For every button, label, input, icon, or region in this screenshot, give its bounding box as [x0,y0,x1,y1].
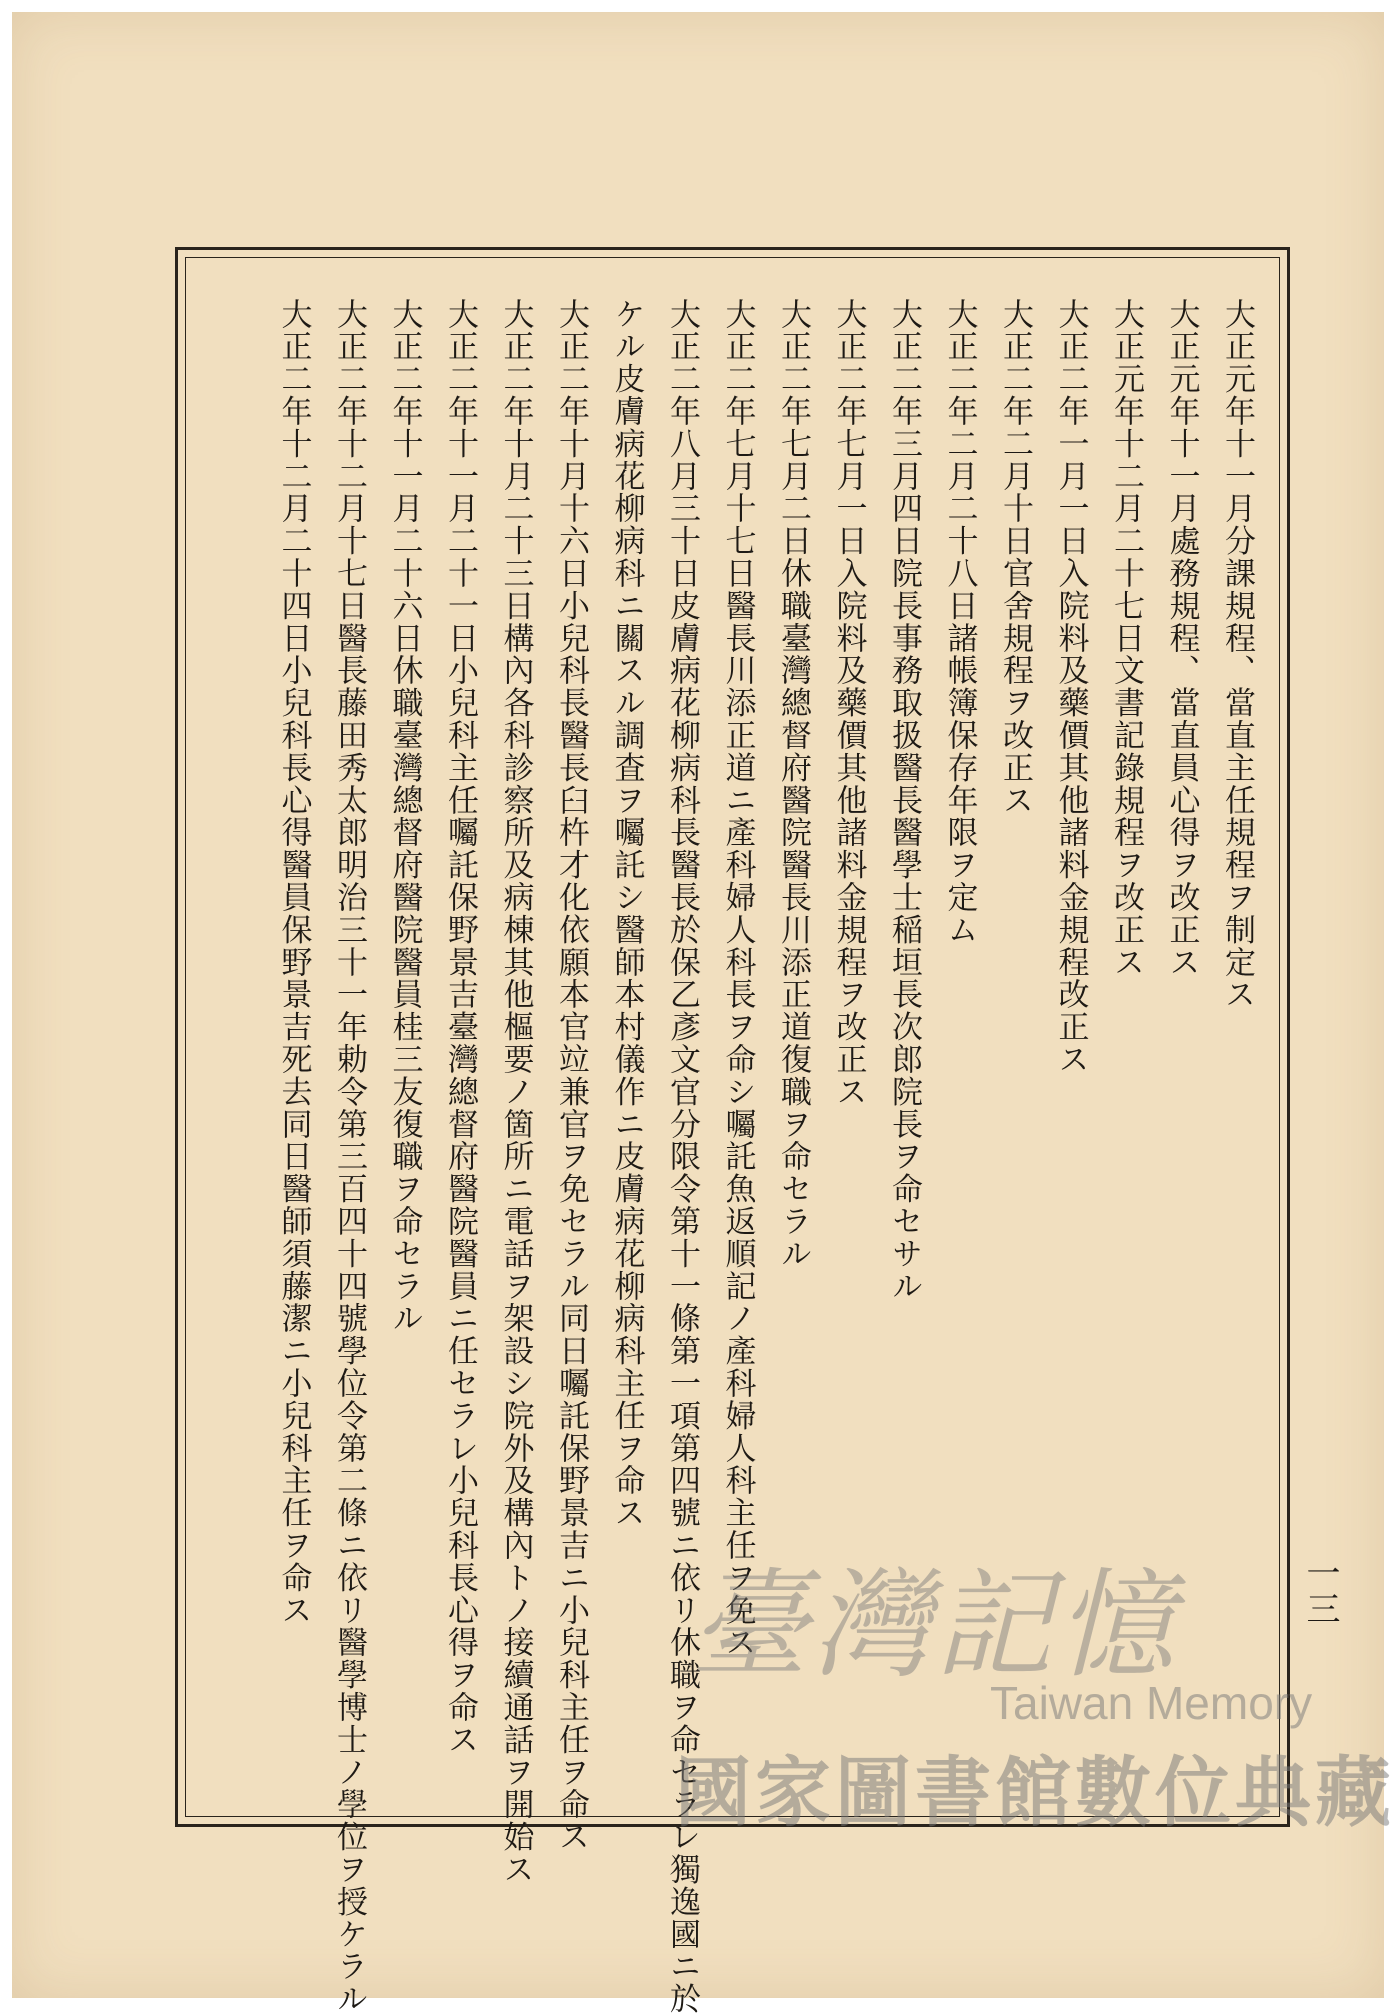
entry-column: 大正二年二月十日官舍規程ヲ改正ス [997,298,1033,817]
entry-column: 大正二年十一月二十一日小兒科主任囑託保野景吉臺灣總督府醫院醫員ニ任セラレ小兒科長心得ヲ命ス [442,298,478,1756]
entry-column: 大正二年八月三十日皮膚病花柳病科長醫長於保乙彥文官分限令第十一條第一項第四號ニ依リ休職ヲ命セラレ獨逸國ニ於 [664,298,700,2015]
entry-column: 大正元年十二月二十七日文書記錄規程ヲ改正ス [1108,298,1144,979]
entry-column: 大正二年十一月二十六日休職臺灣總督府醫院醫員桂三友復職ヲ命セラル [386,298,423,1335]
entry-column: 大正二年十二月十七日醫長藤田秀太郎明治三十一年勅令第三百四十四號學位令第二條ニ依リ醫學博士ノ學位ヲ授ケラル [331,298,367,2015]
entry-column: 大正二年十月二十三日構內各科診察所及病棟其他樞要ノ箇所ニ電話ヲ架設シ院外及構內トノ接續通話ヲ開始ス [497,298,534,1886]
entry-column: 大正二年三月四日院長事務取扱醫長醫學士稲垣長次郎院長ヲ命セサル [886,298,922,1303]
page-number: 一三 [1300,1555,1340,1627]
watermark-latin: Taiwan Memory [990,1677,1313,1729]
entry-column: 大正二年十二月二十四日小兒科長心得醫員保野景吉死去同日醫師須藤潔ニ小兒科主任ヲ命ス [275,298,312,1627]
entry-column: 大正二年七月二日休職臺灣總督府醫院醫長川添正道復職ヲ命セラル [775,298,811,1270]
entry-column: ケル皮膚病花柳病科ニ關スル調査ヲ囑託シ醫師本村儀作ニ皮膚病花柳病科主任ヲ命ス [608,298,645,1530]
watermark-logo: 臺灣記憶 [690,1556,1179,1694]
entry-column: 大正二年二月二十八日諸帳簿保存年限ヲ定ム [941,298,978,946]
entry-column: 大正二年一月一日入院料及藥價其他諸料金規程改正ス [1052,298,1089,1076]
entry-column: 大正二年七月一日入院料及藥價其他諸料金規程ヲ改正ス [830,298,867,1108]
entry-column: 大正元年十一月分課規程、當直主任規程ヲ制定ス [1219,298,1255,1011]
watermark-subtitle: 國家圖書館數位典藏 [675,1748,1395,1837]
entry-column: 大正元年十一月處務規程、當直員心得ヲ改正ス [1163,298,1200,979]
entry-column: 大正二年七月十七日醫長川添正道ニ產科婦人科長ヲ命シ囑託魚返順記ノ產科婦人科主任ヲ免ス [719,298,756,1659]
entry-column: 大正二年十月十六日小兒科長醫長臼杵才化依願本官竝兼官ヲ免セラル同日囑託保野景吉ニ小兒科主任ヲ命ス [553,298,589,1854]
